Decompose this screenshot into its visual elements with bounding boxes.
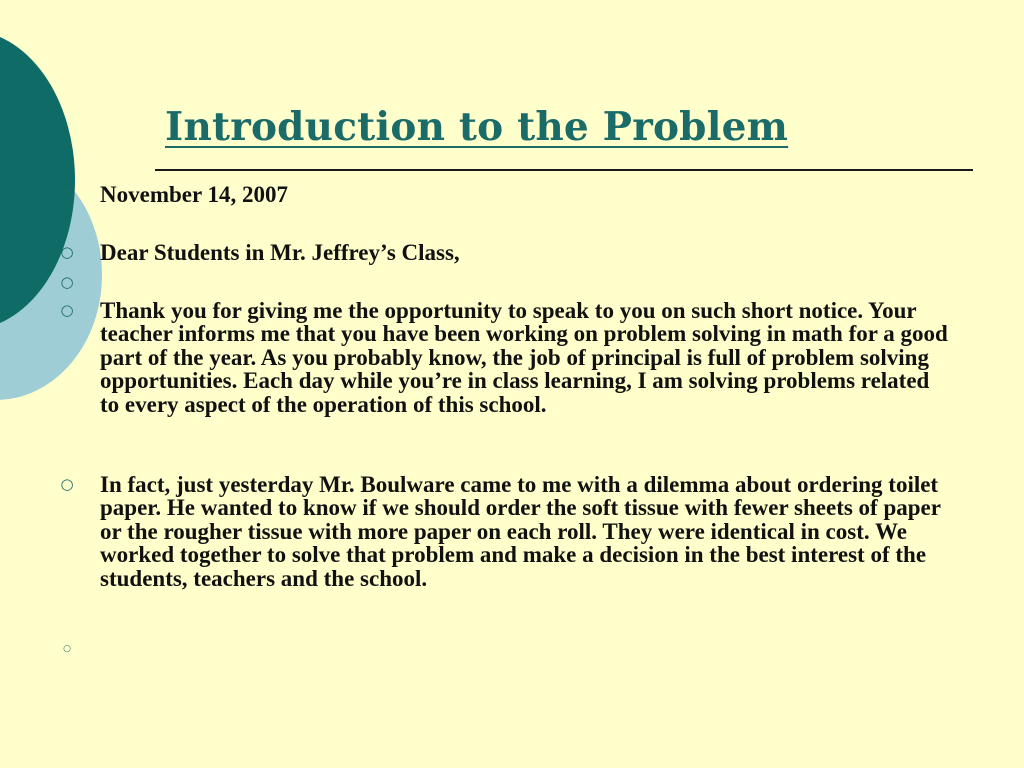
bullet-icon: ○ bbox=[60, 243, 74, 261]
bullet-icon: ○ bbox=[60, 475, 74, 493]
slide-title: Introduction to the Problem bbox=[165, 104, 789, 150]
salutation-line: Dear Students in Mr. Jeffrey’s Class, bbox=[100, 240, 460, 265]
body-paragraph-2: In fact, just yesterday Mr. Boulware came to me with a dilemma about ordering toilet paper. He wanted to know if we should order the soft tissue with fewer sheets of paper or the rougher tissue with more paper on each roll. They were identical in cost. We worked together to solve that problem and make a decision in the best interest of the students, teachers and the school. bbox=[100, 472, 941, 591]
bullet-icon: ○ bbox=[63, 644, 71, 654]
bullet-icon: ○ bbox=[60, 301, 74, 319]
bullet-icon: ○ bbox=[60, 273, 74, 291]
bullet-icon: ○ bbox=[60, 185, 74, 203]
date-line: November 14, 2007 bbox=[100, 182, 289, 207]
body-paragraph-1: Thank you for giving me the opportunity to speak to you on such short notice. Your teacher informs me that you have been working on problem solving in math for a good part of the year. As you probably know, the job of principal is full of problem solving opportunities. Each day while you’re in class learning, I am solving problems related to every aspect of the operation of this school. bbox=[100, 298, 948, 417]
title-divider bbox=[155, 169, 973, 171]
